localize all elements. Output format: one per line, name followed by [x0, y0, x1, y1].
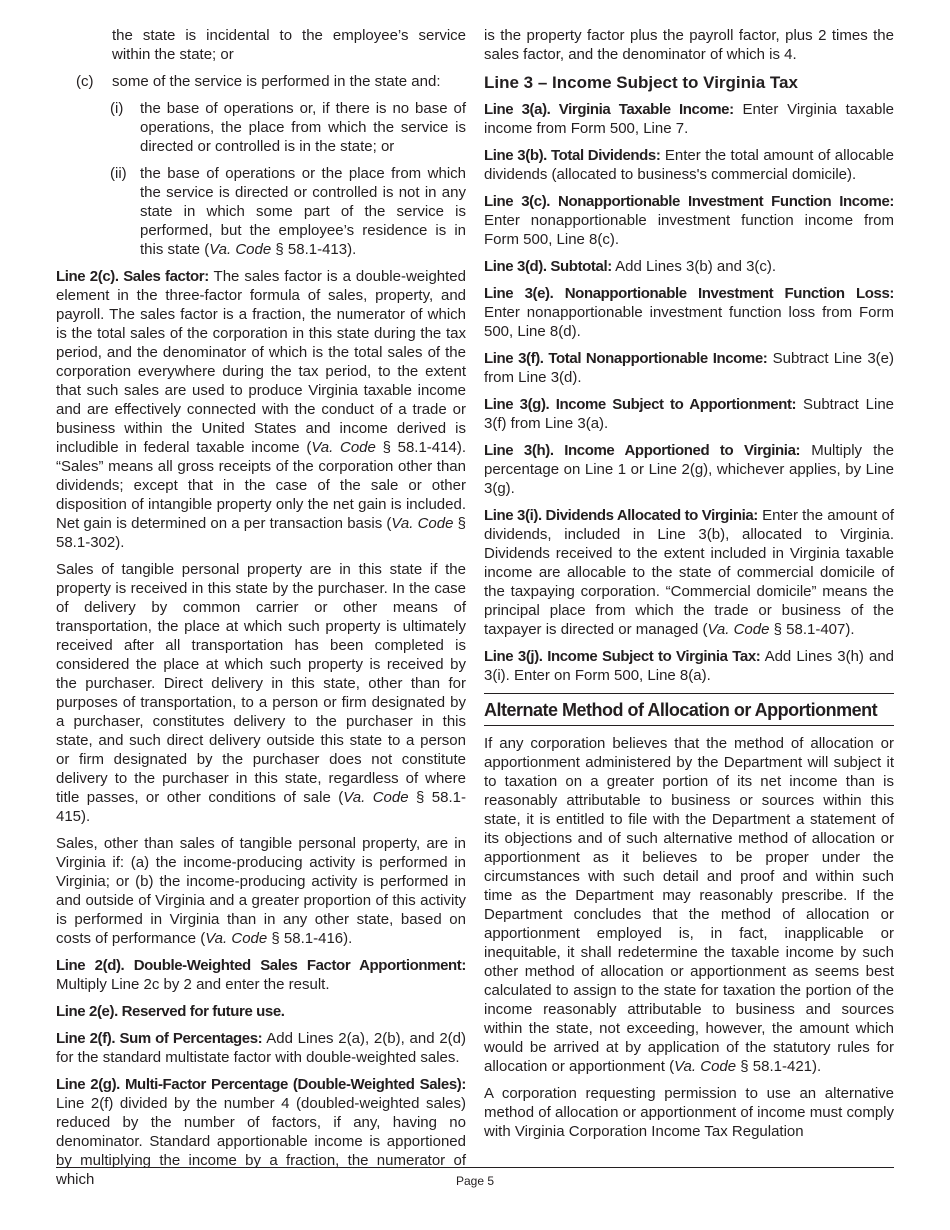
line-label: Line 3(g). Income Subject to Apportionment: — [484, 396, 797, 413]
text-run: Enter nonapportionable investment function income from Form 500, Line 8(c). — [484, 212, 894, 248]
right-column — [484, 26, 894, 1149]
list-item — [110, 99, 466, 156]
paragraph — [484, 734, 894, 1076]
text-run: The sales factor is a double-weighted element in the three-factor formula of sales, property, and payroll. The sales factor is a fraction, the numerator of which is the total sales of the corporation in this state during the tax period, and the denominator of which is the total sales of the corporation everywhere during the tax period, to the extent that such sales are used to produce Virginia taxable income and are effectively connected with the conduct of a trade or business within the United States and income derived is includible in federal taxable income ( — [56, 268, 466, 456]
text-run: Line 3 – Income Subject to Virginia Tax — [484, 73, 798, 92]
text-run: § 58.1-414). “Sales” means all gross receipts of the corporation other than dividends; except that in the case of the sale or other disposition of intangible property only the net gain is included. Net gain is determined on a per transaction basis ( — [56, 439, 466, 532]
line-label: Line 3(h). Income Apportioned to Virginia: — [484, 442, 801, 459]
line-label: Line 3(f). Total Nonapportionable Income: — [484, 350, 768, 367]
citation-italic: Va. Code — [391, 515, 454, 532]
text-run: Add Lines 3(h) and 3(i). Enter on Form 500, Line 8(a). — [484, 648, 895, 684]
text-run: Add Lines 3(b) and 3(c). — [611, 258, 777, 275]
list-item — [110, 164, 466, 259]
text-run: Enter Virginia taxable income from Form 500, Line 7. — [484, 101, 894, 137]
left-column — [56, 26, 466, 1197]
line-label: Line 3(b). Total Dividends: — [484, 147, 661, 164]
paragraph — [56, 560, 466, 826]
line-label: Line 3(j). Income Subject to Virginia Tax: — [484, 648, 761, 665]
list-marker: (ii) — [110, 165, 127, 182]
paragraph — [484, 349, 894, 387]
paragraph — [484, 441, 894, 498]
list-item-text — [140, 99, 466, 156]
page-number: Page 5 — [455, 1174, 495, 1188]
list-item — [76, 72, 466, 91]
text-run: Subtract Line 3(e) from Line 3(d). — [484, 350, 894, 386]
text-run: Alternate Method of Allocation or Apportionment — [484, 700, 878, 720]
text-run: § 58.1-302). — [56, 515, 466, 551]
paragraph — [56, 1029, 466, 1067]
paragraph — [112, 26, 466, 64]
text-run: § 58.1-413). — [271, 241, 357, 258]
text-run: Add Lines 2(a), 2(b), and 2(d) for the standard multistate factor with double-weighted sales. — [56, 1030, 466, 1066]
paragraph — [484, 395, 894, 433]
text-run: Enter nonapportionable investment function loss from Form 500, Line 8(d). — [484, 304, 894, 340]
citation-italic: Va. Code — [707, 621, 770, 638]
footer-divider — [56, 1167, 894, 1168]
text-run: the base of operations or, if there is no base of operations, the place from which the service is directed or controlled is in the state; or — [140, 100, 466, 155]
text-run: Multiply the percentage on Line 1 or Line 2(g), whichever applies, by Line 3(g). — [484, 442, 894, 497]
citation-italic: Va. Code — [674, 1058, 737, 1075]
paragraph — [484, 146, 894, 184]
list-marker: (i) — [110, 100, 124, 117]
citation-italic: Va. Code — [205, 930, 268, 947]
paragraph — [484, 192, 894, 249]
text-run: § 58.1-416). — [267, 930, 353, 947]
line-label: Line 3(c). Nonapportionable Investment Function Income: — [484, 193, 894, 210]
section-heading — [484, 693, 894, 726]
citation-italic: Va. Code — [311, 439, 376, 456]
paragraph — [484, 1084, 894, 1141]
text-run: Enter the amount of dividends, included in Line 3(b), allocated to Virginia. Dividends received to the extent included in Virginia taxable income are allocable to the state of commercial domicile of the taxpaying corporation. “Commercial domicile” means the principal place from which the trade or business of the taxpayer is directed or managed ( — [484, 507, 894, 638]
line-label: Line 3(a). Virginia Taxable Income: — [484, 101, 734, 118]
text-run: Subtract Line 3(f) from Line 3(a). — [484, 396, 895, 432]
text-run: If any corporation believes that the method of allocation or apportionment administered by the Department will subject it to taxation on a greater portion of its net income than is reasonably attributable to business or sources within this state, it is entitled to file with the Department a statement of its objections and of such alternative method of allocation or apportionment as it believes to be proper under the circumstances with such detail and proof and within such time as the Department may reasonably prescribe. If the Department concludes that the method of allocation or apportionment employed is, in fact, inapplicable or inequitable, it shall redetermine the taxable income by such other method of allocation or apportionment as seems best calculated to assign to the state for taxation the portion of the income reasonably attributable to business and sources within the state, not exceeding, however, the amount which would be arrived at by application of the statutory rules for allocation or apportionment ( — [484, 735, 894, 1075]
paragraph — [56, 267, 466, 552]
paragraph — [56, 956, 466, 994]
text-run: Sales, other than sales of tangible personal property, are in Virginia if: (a) the income-producing activity is performed in Virginia; or (b) the income-producing activity is performed in and outside of Virginia and a greater proportion of this activity is performed in Virginia than in any other state, based on costs of performance ( — [56, 835, 466, 947]
paragraph — [484, 284, 894, 341]
section-heading — [484, 72, 894, 94]
line-label: Line 3(i). Dividends Allocated to Virginia: — [484, 507, 758, 524]
text-run: some of the service is performed in the state and: — [112, 73, 441, 90]
line-label: Line 2(d). Double-Weighted Sales Factor Apportionment: — [56, 957, 466, 974]
text-run: the state is incidental to the employee’s service within the state; or — [112, 27, 466, 63]
paragraph — [56, 1002, 466, 1021]
line-label: Line 3(e). Nonapportionable Investment Function Loss: — [484, 285, 894, 302]
line-label: Line 2(e). Reserved for future use. — [56, 1003, 285, 1020]
list-marker: (c) — [76, 73, 94, 90]
paragraph — [484, 647, 894, 685]
text-run: Line 2(f) divided by the number 4 (doubled-weighted sales) reduced by the number of factors, if any, having no denominator. Standard apportionable income is apportioned by multiplying the income by a fraction, the numerator of which — [56, 1095, 466, 1188]
paragraph — [484, 257, 894, 276]
text-run: Enter the total amount of allocable dividends (allocated to business's commercial domicile). — [484, 147, 894, 183]
citation-italic: Va. Code — [343, 789, 409, 806]
text-run: § 58.1-421). — [736, 1058, 822, 1075]
text-run: Sales of tangible personal property are in this state if the property is received in this state by the purchaser. In the case of delivery by common carrier or other means of transportation, the place at which such property is ultimately received after all transportation has been completed is considered the place at which such property is received by the purchaser. Direct delivery in this state, other than for purposes of transportation, to a person or firm designated by a purchaser, constitutes delivery to the purchaser in this state, and such direct delivery outside this state to a person or firm designated by the purchaser does not constitute delivery to the purchaser in this state, regardless of where title passes, or other conditions of sale ( — [56, 561, 466, 806]
text-run: is the property factor plus the payroll factor, plus 2 times the sales factor, and the denominator of which is 4. — [484, 27, 894, 63]
text-run: A corporation requesting permission to use an alternative method of allocation or apportionment of income must comply with Virginia Corporation Income Tax Regulation — [484, 1085, 894, 1140]
text-run: Multiply Line 2c by 2 and enter the result. — [56, 976, 330, 993]
text-run: § 58.1-407). — [769, 621, 855, 638]
line-label: Line 3(d). Subtotal: — [484, 258, 612, 275]
line-label: Line 2(f). Sum of Percentages: — [56, 1030, 263, 1047]
list-item-text — [112, 72, 466, 91]
line-label: Line 2(g). Multi-Factor Percentage (Double-Weighted Sales): — [56, 1076, 466, 1093]
list-item-text — [140, 164, 466, 259]
paragraph — [484, 100, 894, 138]
text-run: § 58.1-415). — [56, 789, 466, 825]
paragraph — [56, 834, 466, 948]
line-label: Line 2(c). Sales factor: — [56, 268, 209, 285]
text-run: the base of operations or the place from which the service is directed or controlled is not in any state in which some part of the service is performed, but the employee’s residence is in this state ( — [140, 165, 466, 258]
paragraph — [484, 506, 894, 639]
citation-italic: Va. Code — [209, 241, 272, 258]
paragraph — [484, 26, 894, 64]
